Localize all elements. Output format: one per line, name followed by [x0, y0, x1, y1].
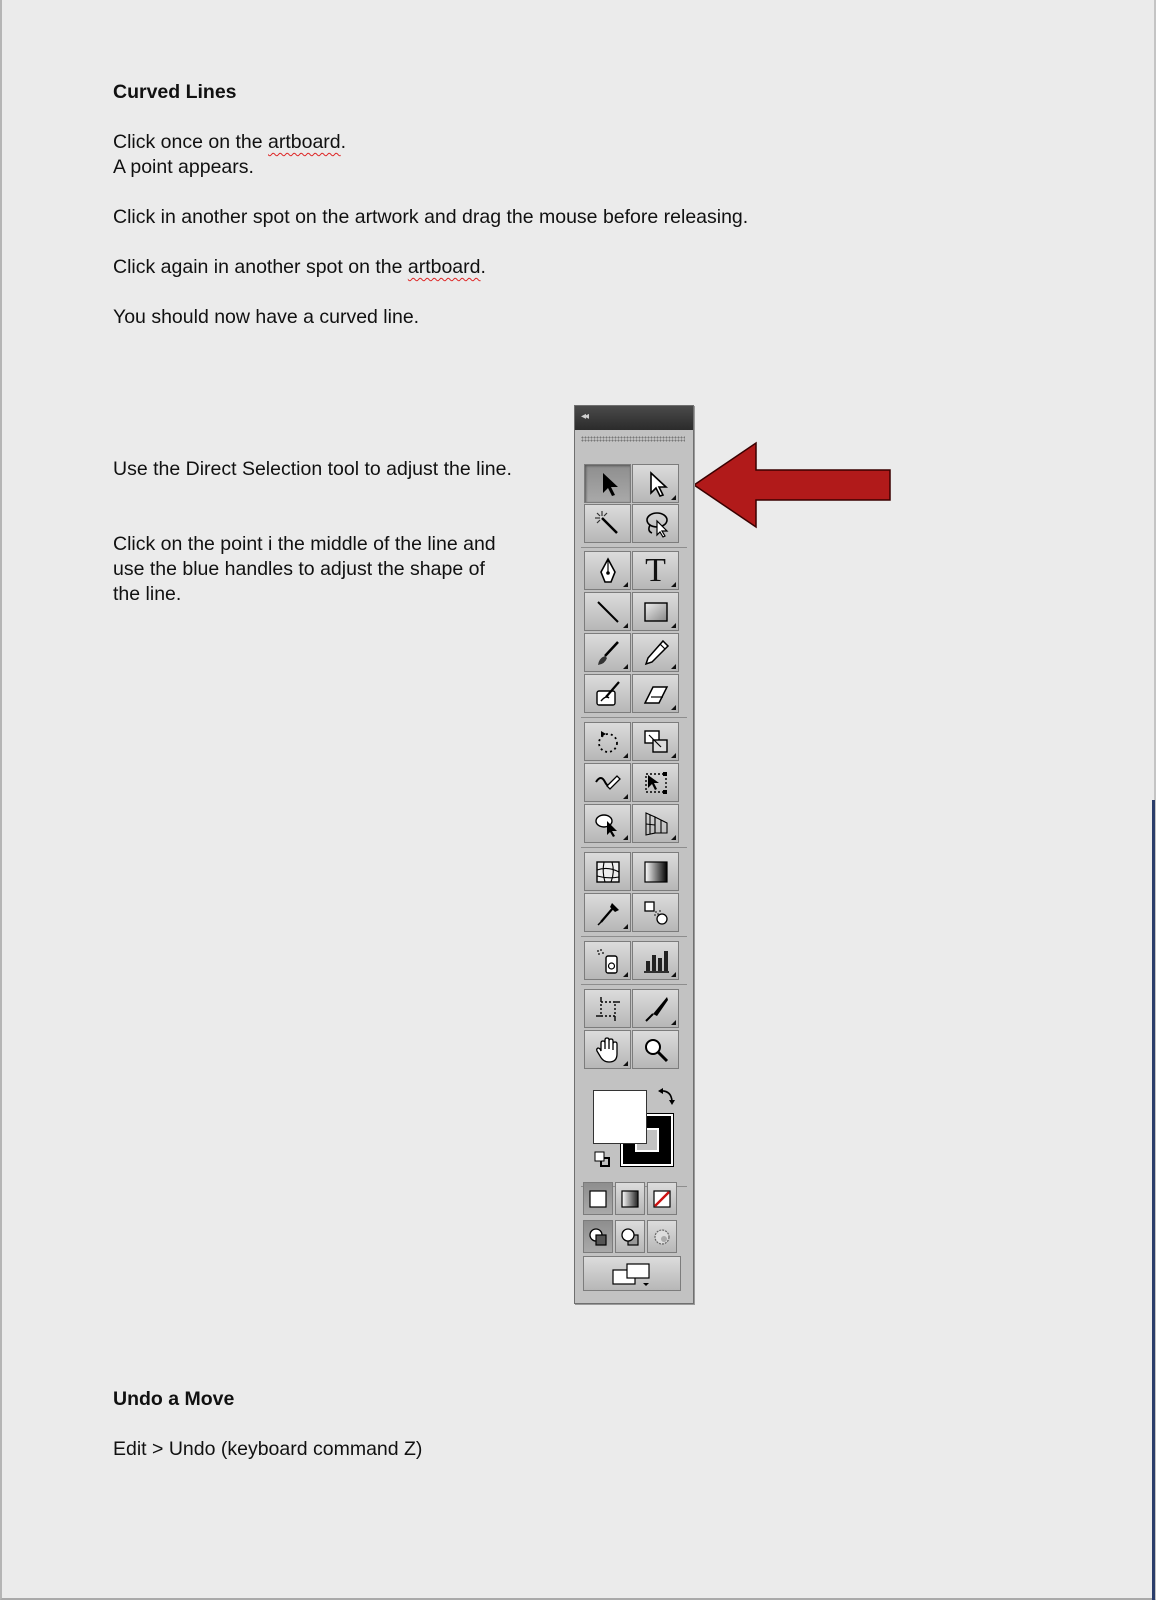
draw-inside-icon: [651, 1226, 673, 1248]
line-segment-icon: [593, 597, 623, 627]
undo-heading: Undo a Move: [113, 1388, 235, 1410]
gradient-swatch-icon: [619, 1188, 641, 1210]
symbol-sprayer-tool-button[interactable]: [584, 941, 631, 980]
gradient-tool-button[interactable]: [632, 852, 679, 891]
paintbrush-icon: [593, 638, 623, 668]
zoom-tool-button[interactable]: [632, 1030, 679, 1069]
blob-brush-tool-button[interactable]: [584, 674, 631, 713]
step2: Click in another spot on the artwork and drag the mouse before releasing.: [113, 206, 749, 228]
default-fill-stroke-icon[interactable]: [593, 1150, 613, 1170]
warp-icon: [593, 768, 623, 798]
scale-tool-button[interactable]: [632, 722, 679, 761]
type-tool-button[interactable]: [632, 551, 679, 590]
tool-group-divider: [581, 717, 687, 718]
gradient-icon: [641, 857, 671, 887]
step3-text: Click again in another spot on the: [113, 256, 408, 278]
flyout-indicator: [671, 972, 676, 977]
pen-tool-button[interactable]: [584, 551, 631, 590]
color-mode-button[interactable]: [583, 1182, 613, 1215]
flyout-indicator: [623, 924, 628, 929]
tools-panel-titlebar[interactable]: [575, 406, 693, 430]
shape-builder-icon: [593, 809, 623, 839]
eraser-tool-button[interactable]: [632, 674, 679, 713]
swap-fill-stroke-icon[interactable]: [655, 1086, 677, 1108]
flyout-indicator: [623, 753, 628, 758]
step1-line1: [113, 130, 346, 155]
red-arrow-pointer: [692, 440, 892, 530]
magic-wand-icon: [593, 509, 623, 539]
step3: [113, 255, 486, 280]
step1-period: .: [340, 131, 347, 153]
blend-icon: [641, 898, 671, 928]
pencil-icon: [641, 638, 671, 668]
flyout-indicator: [623, 1061, 628, 1066]
selection-arrow-icon: [593, 469, 623, 499]
flyout-indicator: [671, 582, 676, 587]
paintbrush-tool-button[interactable]: [584, 633, 631, 672]
line-segment-tool-button[interactable]: [584, 592, 631, 631]
panel-grip[interactable]: [581, 436, 685, 442]
none-mode-button[interactable]: [647, 1182, 677, 1215]
step4: You should now have a curved line.: [113, 306, 420, 328]
flyout-indicator: [623, 664, 628, 669]
direct-selection-tool-button[interactable]: [632, 464, 679, 503]
fill-swatch[interactable]: [593, 1090, 647, 1144]
draw-normal-button[interactable]: [583, 1220, 613, 1253]
rotate-icon: [593, 727, 623, 757]
tool-group-divider: [581, 984, 687, 985]
adjust-line-2: use the blue handles to adjust the shape of: [113, 558, 485, 580]
lasso-tool-button[interactable]: [632, 504, 679, 543]
tool-group-divider: [581, 547, 687, 548]
adjust-line-3: the line.: [113, 583, 182, 605]
scale-icon: [641, 727, 671, 757]
solid-color-icon: [587, 1188, 609, 1210]
direct-selection-arrow-icon: [641, 469, 671, 499]
flyout-indicator: [671, 835, 676, 840]
rectangle-tool-button[interactable]: [632, 592, 679, 631]
draw-behind-button[interactable]: [615, 1220, 645, 1253]
flyout-indicator: [671, 495, 676, 500]
misspelled-word-artboard: artboard: [268, 131, 341, 153]
rectangle-icon: [641, 597, 671, 627]
flyout-indicator: [671, 753, 676, 758]
rotate-tool-button[interactable]: [584, 722, 631, 761]
flyout-indicator: [623, 972, 628, 977]
mesh-tool-button[interactable]: [584, 852, 631, 891]
tools-panel: [574, 405, 694, 1304]
selection-tool-button[interactable]: [584, 464, 631, 503]
draw-normal-icon: [587, 1226, 609, 1248]
tool-group-divider: [581, 847, 687, 848]
pencil-tool-button[interactable]: [632, 633, 679, 672]
flyout-indicator: [623, 794, 628, 799]
artboard-icon: [593, 994, 623, 1024]
artboard-tool-button[interactable]: [584, 989, 631, 1028]
tool-group-divider: [581, 936, 687, 937]
curved-lines-heading: Curved Lines: [113, 81, 237, 103]
blob-brush-icon: [593, 679, 623, 709]
fill-stroke-swatches: [585, 1084, 685, 1184]
column-graph-icon: [641, 946, 671, 976]
hand-icon: [593, 1035, 623, 1065]
flyout-indicator: [671, 623, 676, 628]
draw-behind-icon: [619, 1226, 641, 1248]
none-swatch-icon: [651, 1188, 673, 1210]
eyedropper-icon: [593, 898, 623, 928]
magnifier-icon: [641, 1035, 671, 1065]
free-transform-icon: [641, 768, 671, 798]
direct-selection-note: Use the Direct Selection tool to adjust the line.: [113, 458, 512, 480]
flyout-indicator: [671, 664, 676, 669]
free-transform-tool-button[interactable]: [632, 763, 679, 802]
magic-wand-tool-button[interactable]: [584, 504, 631, 543]
step1-text: Click once on the: [113, 131, 269, 153]
eyedropper-tool-button[interactable]: [584, 893, 631, 932]
symbol-sprayer-icon: [593, 946, 623, 976]
change-screen-mode-button[interactable]: [583, 1256, 681, 1291]
gradient-mode-button[interactable]: [615, 1182, 645, 1215]
slice-tool-button[interactable]: [632, 989, 679, 1028]
shape-builder-tool-button[interactable]: [584, 804, 631, 843]
flyout-indicator: [623, 623, 628, 628]
blend-tool-button[interactable]: [632, 893, 679, 932]
collapse-panel-icon[interactable]: ◂◂: [581, 411, 588, 422]
perspective-grid-tool-button[interactable]: [632, 804, 679, 843]
undo-instruction: Edit > Undo (keyboard command Z): [113, 1438, 423, 1460]
eraser-icon: [641, 679, 671, 709]
column-graph-tool-button[interactable]: [632, 941, 679, 980]
step1-line2: A point appears.: [113, 156, 254, 178]
hand-tool-button[interactable]: [584, 1030, 631, 1069]
flyout-indicator: [623, 835, 628, 840]
step3-period: .: [480, 256, 486, 278]
warp-tool-button[interactable]: [584, 763, 631, 802]
flyout-indicator: [671, 705, 676, 710]
perspective-grid-icon: [641, 809, 671, 839]
adjust-line-1: Click on the point i the middle of the line and: [113, 533, 496, 555]
screen-mode-icon: [609, 1261, 655, 1287]
slice-knife-icon: [641, 994, 671, 1024]
mesh-icon: [593, 857, 623, 887]
window-edge: [1152, 800, 1155, 1600]
pen-nib-icon: [593, 556, 623, 586]
flyout-indicator: [623, 582, 628, 587]
type-t-icon: T: [645, 551, 666, 589]
lasso-icon: [641, 509, 671, 539]
misspelled-word-artboard-2: artboard: [407, 256, 481, 278]
flyout-indicator: [671, 1020, 676, 1025]
draw-inside-button[interactable]: [647, 1220, 677, 1253]
